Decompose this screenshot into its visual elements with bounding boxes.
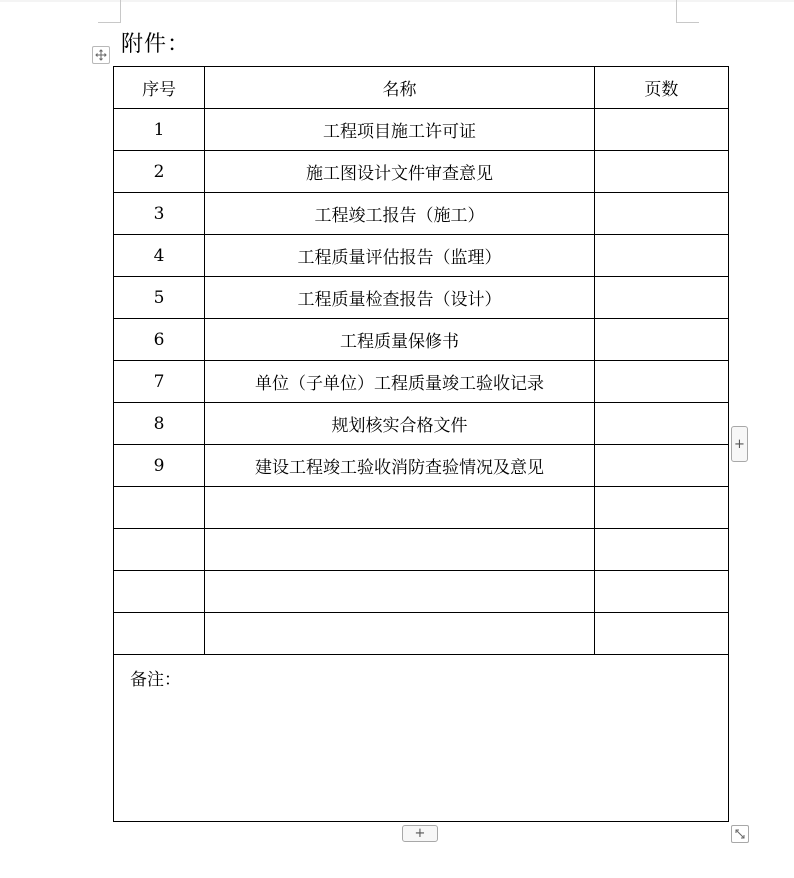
cell-page-count[interactable] xyxy=(594,529,728,571)
table-row xyxy=(114,445,729,487)
header-name[interactable]: 名称 xyxy=(205,67,595,109)
cell-page-count[interactable] xyxy=(594,193,728,235)
cell-document-name[interactable]: 工程项目施工许可证 xyxy=(205,109,595,151)
cell-serial-number[interactable] xyxy=(114,613,205,655)
move-cross-arrows-icon xyxy=(95,49,107,61)
table-row xyxy=(114,613,729,655)
cell-serial-number[interactable]: 4 xyxy=(114,235,205,277)
cell-document-name[interactable]: 工程质量检查报告（设计） xyxy=(205,277,595,319)
cell-page-count[interactable] xyxy=(594,319,728,361)
add-row-button[interactable] xyxy=(402,825,438,842)
cell-serial-number[interactable] xyxy=(114,529,205,571)
cell-serial-number[interactable] xyxy=(114,487,205,529)
notes-cell[interactable] xyxy=(114,655,729,822)
table-move-handle[interactable] xyxy=(92,46,110,64)
table-row xyxy=(114,361,729,403)
cell-page-count[interactable] xyxy=(594,571,728,613)
cell-document-name[interactable]: 工程质量评估报告（监理） xyxy=(205,235,595,277)
table-header-row xyxy=(114,67,729,109)
table-row xyxy=(114,277,729,319)
cell-serial-number[interactable]: 2 xyxy=(114,151,205,193)
cell-page-count[interactable] xyxy=(594,613,728,655)
cell-serial-number[interactable]: 7 xyxy=(114,361,205,403)
cell-document-name[interactable] xyxy=(205,529,595,571)
cell-serial-number[interactable]: 9 xyxy=(114,445,205,487)
table-row xyxy=(114,151,729,193)
add-column-button[interactable] xyxy=(731,426,748,462)
cell-document-name[interactable]: 建设工程竣工验收消防查验情况及意见 xyxy=(205,445,595,487)
notes-row xyxy=(114,655,729,822)
cell-document-name[interactable] xyxy=(205,613,595,655)
table-row xyxy=(114,529,729,571)
header-serial-number[interactable]: 序号 xyxy=(114,67,205,109)
cell-page-count[interactable] xyxy=(594,109,728,151)
attachment-heading: 附件： xyxy=(121,32,191,57)
cell-document-name[interactable] xyxy=(205,487,595,529)
table-row xyxy=(114,319,729,361)
cell-page-count[interactable] xyxy=(594,403,728,445)
diagonal-resize-icon xyxy=(734,828,746,840)
cell-serial-number[interactable]: 6 xyxy=(114,319,205,361)
cell-document-name[interactable]: 工程质量保修书 xyxy=(205,319,595,361)
cell-document-name[interactable]: 规划核实合格文件 xyxy=(205,403,595,445)
table-row xyxy=(114,403,729,445)
attachment-table xyxy=(113,66,729,822)
cell-serial-number[interactable] xyxy=(114,571,205,613)
cell-serial-number[interactable]: 3 xyxy=(114,193,205,235)
table-row xyxy=(114,109,729,151)
cell-page-count[interactable] xyxy=(594,445,728,487)
cell-serial-number[interactable]: 8 xyxy=(114,403,205,445)
table-resize-handle[interactable] xyxy=(731,825,749,843)
header-page-count[interactable]: 页数 xyxy=(594,67,728,109)
cell-document-name[interactable]: 工程竣工报告（施工） xyxy=(205,193,595,235)
table-row xyxy=(114,571,729,613)
plus-icon: + xyxy=(414,826,426,841)
cell-document-name[interactable]: 单位（子单位）工程质量竣工验收记录 xyxy=(205,361,595,403)
margin-corner-mark-right xyxy=(676,0,699,23)
cell-page-count[interactable] xyxy=(594,361,728,403)
cell-page-count[interactable] xyxy=(594,151,728,193)
margin-corner-mark-left xyxy=(98,0,121,23)
cell-page-count[interactable] xyxy=(594,235,728,277)
cell-document-name[interactable] xyxy=(205,571,595,613)
notes-label: 备注： xyxy=(130,670,181,690)
cell-page-count[interactable] xyxy=(594,487,728,529)
cell-serial-number[interactable]: 1 xyxy=(114,109,205,151)
cell-serial-number[interactable]: 5 xyxy=(114,277,205,319)
plus-icon: + xyxy=(734,436,745,452)
cell-document-name[interactable]: 施工图设计文件审查意见 xyxy=(205,151,595,193)
table-row xyxy=(114,193,729,235)
table-row xyxy=(114,487,729,529)
cell-page-count[interactable] xyxy=(594,277,728,319)
table-row xyxy=(114,235,729,277)
